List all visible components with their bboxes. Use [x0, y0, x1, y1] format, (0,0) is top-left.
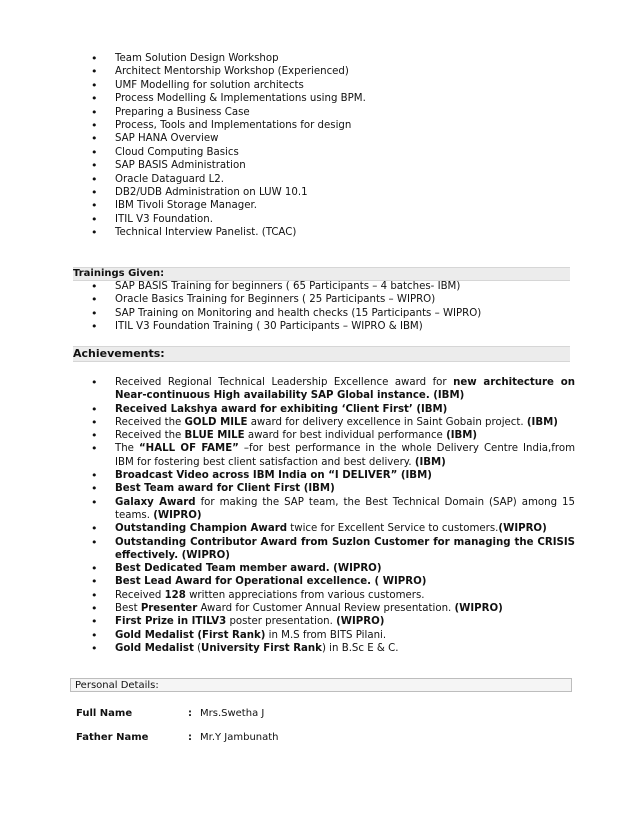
list-item: • Technical Interview Panelist. (TCAC): [75, 226, 575, 239]
detail-label: Full Name: [76, 708, 133, 719]
bold-text: 128: [164, 589, 186, 601]
detail-colon: :: [188, 708, 192, 719]
bold-text: (IBM): [414, 456, 446, 468]
list-item: • ITIL V3 Foundation Training ( 30 Participants – WIPRO & IBM): [75, 320, 575, 333]
bold-text: (WIPRO): [153, 509, 202, 521]
achievement-item: [75, 469, 575, 482]
text: for making the SAP team, the Best Technical Domain (SAP) among 15 teams.: [115, 496, 575, 521]
achievements-heading: Achievements:: [73, 346, 570, 362]
bold-text: BLUE MILE: [184, 430, 245, 442]
bold-text: Gold Medalist: [115, 642, 194, 654]
achievement-item: [75, 615, 575, 628]
text: Received: [115, 589, 165, 601]
text: The: [115, 443, 139, 455]
text: twice for Excellent Service to customers.: [287, 523, 499, 535]
achievement-item: [75, 522, 575, 535]
text: award for best individual performance: [244, 430, 447, 442]
bold-text: Broadcast Video across IBM India on “I DELIVER” (IBM): [115, 470, 432, 482]
bold-text: (IBM): [446, 430, 478, 442]
detail-colon: :: [188, 732, 192, 743]
detail-value: Mrs.Swetha J: [200, 708, 265, 719]
achievement-item: [75, 403, 575, 416]
detail-value: Mr.Y Jambunath: [200, 732, 279, 743]
bold-text: (IBM): [526, 416, 558, 428]
list-item: • DB2/UDB Administration on LUW 10.1: [75, 186, 575, 199]
list-item: • SAP BASIS Administration: [75, 159, 575, 172]
bold-text: Best Lead Award for Operational excellence. ( WIPRO): [115, 576, 427, 588]
workshop-list: [75, 52, 575, 240]
bold-text: Outstanding Champion Award: [115, 523, 288, 535]
text: (: [193, 642, 202, 654]
list-item: • ITIL V3 Foundation.: [75, 213, 575, 226]
trainings-heading: Trainings Given:: [73, 267, 570, 281]
list-item: • Architect Mentorship Workshop (Experienced): [75, 65, 575, 78]
bold-text: “HALL OF FAME”: [138, 443, 239, 455]
text: ) in B.Sc E & C.: [321, 642, 399, 654]
list-item: • Process Modelling & Implementations using BPM.: [75, 92, 575, 105]
achievements-list: [75, 376, 575, 655]
achievement-item: [75, 629, 575, 642]
bold-text: GOLD MILE: [184, 416, 248, 428]
bold-text: Received Lakshya award for exhibiting ‘Client First’ (IBM): [115, 403, 448, 415]
achievement-item: [75, 562, 575, 575]
bold-text: Best Dedicated Team member award. (WIPRO): [115, 563, 382, 575]
bold-text: Presenter: [140, 603, 198, 615]
achievement-item: [75, 376, 575, 403]
achievement-item: [75, 602, 575, 615]
bold-text: First Prize in ITILV3: [115, 616, 227, 628]
detail-label: Father Name: [76, 732, 149, 743]
achievement-item: [75, 442, 575, 469]
achievement-item: [75, 429, 575, 442]
list-item: • SAP BASIS Training for beginners ( 65 Participants – 4 batches- IBM): [75, 280, 575, 293]
list-item: • Cloud Computing Basics: [75, 146, 575, 159]
text: award for delivery excellence in Saint Gobain project.: [247, 416, 527, 428]
bold-text: Galaxy Award: [115, 496, 196, 508]
list-item: • SAP Training on Monitoring and health checks (15 Participants – WIPRO): [75, 307, 575, 320]
list-item: • Oracle Basics Training for Beginners ( 25 Participants – WIPRO): [75, 293, 575, 306]
text: poster presentation.: [226, 616, 337, 628]
list-item: • IBM Tivoli Storage Manager.: [75, 199, 575, 212]
bold-text: Best Team award for Client First (IBM): [115, 483, 335, 495]
trainings-list: [75, 280, 575, 334]
bold-text: Gold Medalist (First Rank): [115, 629, 266, 641]
text: –for best performance in the whole Delivery Centre India,from IBM for fostering best client satisfaction and best delivery.: [115, 443, 575, 468]
list-item: • SAP HANA Overview: [75, 132, 575, 145]
achievement-item: [75, 416, 575, 429]
achievement-item: [75, 496, 575, 523]
bold-text: (WIPRO): [336, 616, 385, 628]
bold-text: University First Rank: [201, 642, 322, 654]
bold-text: new architecture on Near-continuous High availability SAP Global instance. (IBM): [115, 377, 575, 402]
text: in M.S from BITS Pilani.: [265, 629, 387, 641]
achievement-item: [75, 536, 575, 563]
text: Received Regional Technical Leadership Excellence award for: [115, 377, 454, 388]
list-item: • Oracle Dataguard L2.: [75, 173, 575, 186]
personal-details-heading: Personal Details:: [70, 678, 572, 692]
achievement-item: [75, 589, 575, 602]
achievement-item: [75, 482, 575, 495]
bold-text: (WIPRO): [454, 603, 503, 615]
list-item: • UMF Modelling for solution architects: [75, 79, 575, 92]
bold-text: Outstanding Contributor Award from Suzlon Customer for managing the CRISIS effectively. (WIPRO): [115, 536, 575, 561]
list-item: • Team Solution Design Workshop: [75, 52, 575, 65]
text: Received the: [115, 416, 185, 428]
text: Best: [115, 603, 141, 615]
text: written appreciations from various customers.: [185, 589, 425, 601]
bold-text: (WIPRO): [498, 523, 547, 535]
achievement-item: [75, 642, 575, 655]
list-item: • Process, Tools and Implementations for design: [75, 119, 575, 132]
list-item: • Preparing a Business Case: [75, 106, 575, 119]
text: Received the: [115, 430, 185, 442]
achievement-item: [75, 575, 575, 588]
text: Award for Customer Annual Review presentation.: [197, 603, 455, 615]
